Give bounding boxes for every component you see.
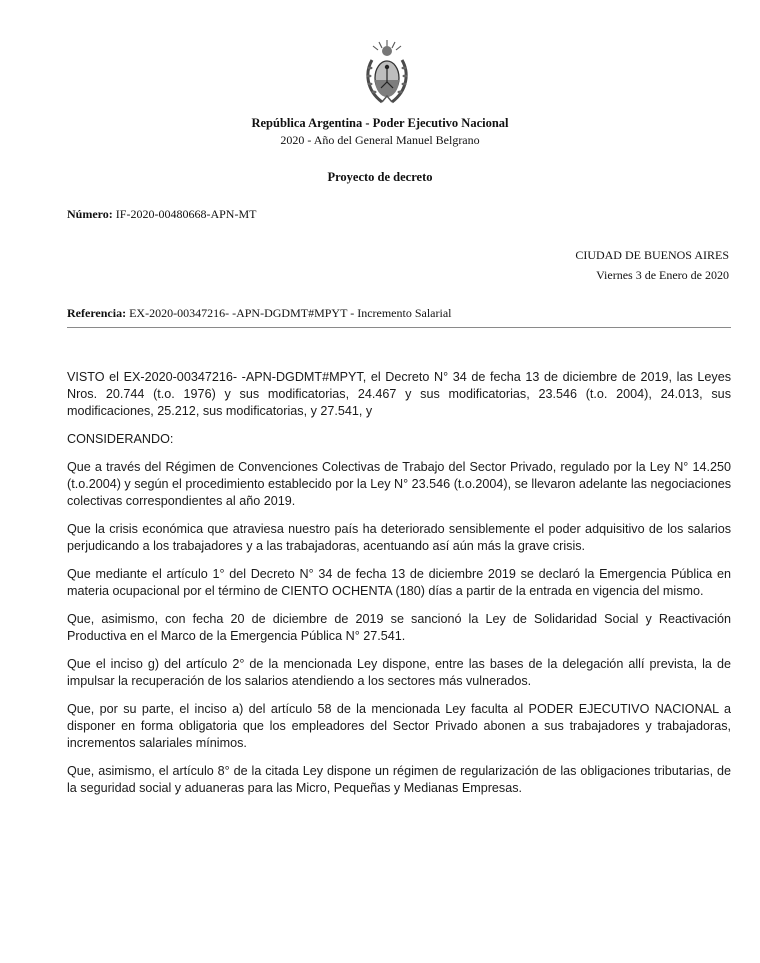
- paragraph-visto: VISTO el EX-2020-00347216- -APN-DGDMT#MPYT, el Decreto N° 34 de fecha 13 de diciembre de 2019, las Leyes Nros. 20.744 (t.o. 1976) y sus modificatorias, 24.467 y sus modificatorias, 23.546 (t.o. 2004), 24.013, sus modificaciones, 25.212, sus modificatorias, y 27.541, y: [67, 370, 731, 418]
- numero-value: IF-2020-00480668-APN-MT: [115, 207, 257, 221]
- header-subtitle: 2020 - Año del General Manuel Belgrano: [280, 133, 480, 147]
- numero-label: Número:: [67, 207, 113, 221]
- date: Viernes 3 de Enero de 2020: [596, 268, 729, 282]
- paragraph: Que, asimismo, con fecha 20 de diciembre de 2019 se sancionó la Ley de Solidaridad Social y Reactivación Productiva en el Marco de la Emergencia Pública N° 27.541.: [67, 612, 731, 643]
- header-title: República Argentina - Poder Ejecutivo Nacional: [251, 116, 509, 130]
- coat-of-arms-icon: [362, 38, 412, 108]
- document-type: Proyecto de decreto: [327, 170, 433, 184]
- paragraph-considerando: CONSIDERANDO:: [67, 432, 174, 446]
- paragraph: Que mediante el artículo 1° del Decreto N° 34 de fecha 13 de diciembre 2019 se declaró la Emergencia Pública en materia ocupacional por el término de CIENTO OCHENTA (180) días a partir de la entrada en vigencia del mismo.: [67, 567, 731, 598]
- paragraph: Que, asimismo, el artículo 8° de la citada Ley dispone un régimen de regularización de las obligaciones tributarias, de la seguridad social y aduaneras para las Micro, Pequeñas y Medianas Empresas.: [67, 764, 731, 795]
- document-body: [67, 369, 731, 808]
- city: CIUDAD DE BUENOS AIRES: [575, 248, 729, 262]
- paragraph: Que a través del Régimen de Convenciones Colectivas de Trabajo del Sector Privado, regulado por la Ley N° 14.250 (t.o.2004) y según el procedimiento establecido por la Ley N° 23.546 (t.o.2004), se llevaron adelante las negociaciones colectivas correspondientes al año 2019.: [67, 460, 731, 508]
- numero-line: [67, 207, 256, 222]
- paragraph: Que, por su parte, el inciso a) del artículo 58 de la mencionada Ley faculta al PODER EJECUTIVO NACIONAL a disponer en forma obligatoria que los empleadores del Sector Privado abonen a sus trabajadores y trabajadoras, incrementos salariales mínimos.: [67, 702, 731, 750]
- paragraph: Que la crisis económica que atraviesa nuestro país ha deteriorado sensiblemente el poder adquisitivo de los salarios perjudicando a los trabajadores y a las trabajadoras, acentuando así aún más la grave crisis.: [67, 522, 731, 553]
- referencia-line: [67, 306, 451, 321]
- paragraph: Que el inciso g) del artículo 2° de la mencionada Ley dispone, entre las bases de la delegación allí prevista, la de impulsar la recuperación de los salarios atendiendo a los sectores más vulnerados.: [67, 657, 731, 688]
- referencia-value: EX-2020-00347216- -APN-DGDMT#MPYT - Incremento Salarial: [129, 306, 452, 320]
- divider: [67, 327, 731, 328]
- referencia-label: Referencia:: [67, 306, 127, 320]
